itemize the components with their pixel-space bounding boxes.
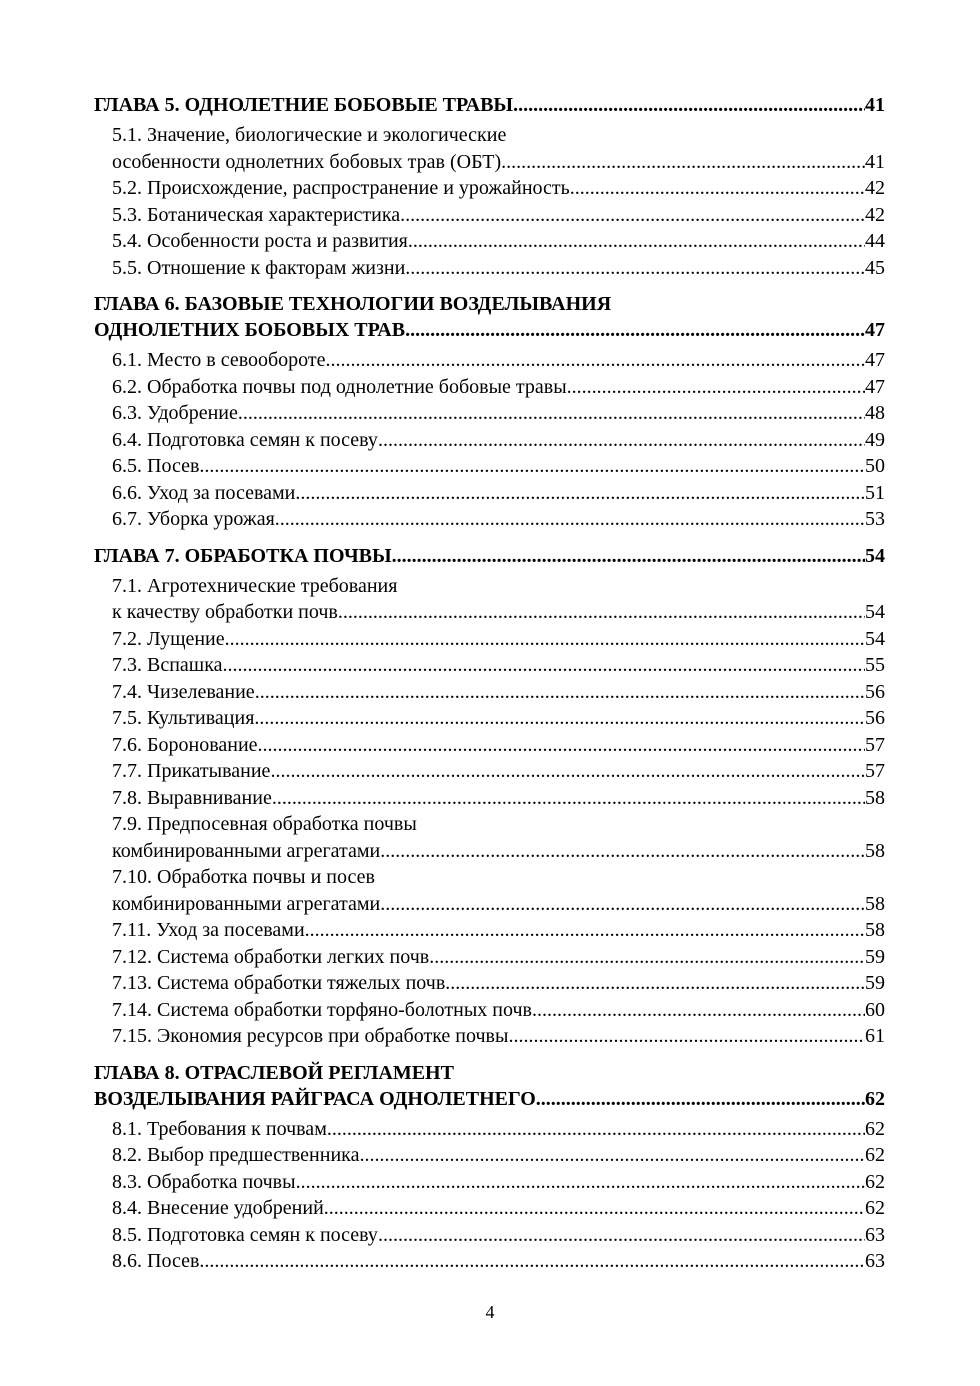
dot-leader [359,1142,865,1169]
entry-page-number: 48 [865,402,885,424]
chapter-title-text: ГЛАВА 7. ОБРАБОТКА ПОЧВЫ [94,544,392,567]
entry-page-number: 58 [865,919,885,941]
dot-leader [536,1086,865,1112]
dot-leader [501,149,865,176]
entry-page-number: 62 [865,1197,885,1219]
toc-chapter [94,291,885,533]
entry-leader-line [112,679,885,706]
entry-text: 6.4. Подготовка семян к посеву [112,428,378,451]
dot-leader [513,92,865,118]
entry-leader-line [112,149,885,176]
toc-entry[interactable] [112,506,885,533]
dot-leader [567,374,865,401]
entry-text: 7.14. Система обработки торфяно-болотных почв [112,998,532,1021]
dot-leader [255,679,865,706]
chapter-page-number: 54 [865,544,885,567]
toc-entry[interactable] [112,811,885,864]
entry-text: 6.1. Место в севообороте [112,349,326,371]
entry-page-number: 60 [865,998,885,1021]
dot-leader [532,997,865,1024]
entry-page-number: 44 [865,230,885,252]
dot-leader [258,732,865,759]
toc-entry[interactable] [112,1169,885,1196]
entry-text: 7.15. Экономия ресурсов при обработке почвы [112,1025,509,1047]
toc-entry[interactable] [112,1142,885,1169]
toc-entry[interactable] [112,122,885,175]
dot-leader [324,1195,865,1222]
toc-entry[interactable] [112,652,885,679]
entry-text: 8.6. Посев [112,1250,200,1272]
entry-leader-line [112,453,885,480]
toc-entry[interactable] [112,1023,885,1050]
entry-leader-line [112,705,885,732]
dot-leader [400,202,865,229]
entry-text: 6.3. Удобрение [112,402,238,424]
dot-leader [199,1248,865,1275]
entry-page-number: 58 [865,839,885,862]
section-list [94,122,885,281]
chapter-title[interactable] [94,1060,885,1112]
entry-text: 8.2. Выбор предшественника [112,1144,360,1166]
entry-text: особенности однолетних бобовых трав (ОБТ) [112,150,502,173]
entry-page-number: 47 [865,375,885,398]
entry-text: 7.8. Выравнивание [112,786,272,809]
entry-text: 6.5. Посев [112,455,200,477]
entry-leader-line [112,891,885,918]
entry-leader-line [112,202,885,229]
entry-page-number: 57 [865,733,885,756]
entry-page-number: 62 [865,1170,885,1193]
entry-page-number: 59 [865,972,885,994]
dot-leader [254,705,865,732]
dot-leader [225,626,865,653]
dot-leader [445,970,865,997]
dot-leader [327,1116,865,1143]
entry-text: 6.6. Уход за посевами [112,481,296,504]
entry-leader-line [112,347,885,374]
entry-page-number: 59 [865,945,885,968]
entry-leader-line [112,1169,885,1196]
toc-entry[interactable] [112,705,885,732]
toc-entry[interactable] [112,1195,885,1222]
entry-leader-line [112,506,885,533]
dot-leader [199,453,865,480]
chapter-page-number: 47 [865,319,885,341]
dot-leader [378,1222,865,1249]
dot-leader [380,891,865,918]
entry-text-first-line: 7.1. Агротехнические требования [112,574,398,597]
entry-page-number: 54 [865,601,885,623]
entry-text-first-line: 5.1. Значение, биологические и экологические [112,124,507,146]
entry-leader-line [112,1023,885,1050]
entry-text: 8.5. Подготовка семян к посеву [112,1223,378,1246]
chapter-title-leader-line [94,317,885,343]
dot-leader [378,427,865,454]
entry-page-number: 57 [865,760,885,782]
toc-entry[interactable] [112,255,885,282]
entry-page-number: 53 [865,508,885,530]
chapter-page-number: 41 [865,94,885,116]
entry-text: 6.2. Обработка почвы под однолетние бобовые травы [112,375,567,398]
entry-leader-line [112,1116,885,1143]
dot-leader [275,506,865,533]
entry-leader-line [112,1248,885,1275]
toc-entry[interactable] [112,997,885,1024]
entry-text: 7.3. Вспашка [112,654,223,676]
toc-entry[interactable] [112,758,885,785]
dot-leader [305,917,865,944]
toc-entry[interactable] [112,202,885,229]
entry-page-number: 56 [865,680,885,703]
chapter-title-text: ГЛАВА 5. ОДНОЛЕТНИЕ БОБОВЫЕ ТРАВЫ [94,94,514,116]
dot-leader [429,944,865,971]
entry-text: 7.7. Прикатывание [112,760,271,782]
entry-leader-line [112,175,885,202]
entry-text: 7.13. Система обработки тяжелых почв [112,972,446,994]
toc-entry[interactable] [112,1222,885,1249]
dot-leader [405,317,865,343]
section-list [94,573,885,1050]
toc-entry[interactable] [112,679,885,706]
entry-page-number: 54 [865,627,885,650]
toc-entry[interactable] [112,626,885,653]
entry-text: 5.5. Отношение к факторам жизни [112,256,406,279]
entry-page-number: 55 [865,654,885,676]
dot-leader [270,758,865,785]
dot-leader [405,255,865,282]
chapter-title-leader-line [94,543,885,569]
toc-entry[interactable] [112,917,885,944]
entry-text: 8.3. Обработка почвы [112,1170,296,1193]
entry-leader-line [112,917,885,944]
entry-text: 7.4. Чизелевание [112,680,255,703]
entry-text: 7.6. Боронование [112,733,258,756]
entry-text: 6.7. Уборка урожая [112,508,275,530]
entry-page-number: 62 [865,1117,885,1140]
entry-page-number: 47 [865,349,885,371]
dot-leader [223,652,866,679]
toc-entry[interactable] [112,970,885,997]
entry-text: к качеству обработки почв [112,601,338,623]
entry-leader-line [112,480,885,507]
entry-page-number: 42 [865,177,885,199]
dot-leader [272,785,865,812]
dot-leader [238,400,865,427]
chapter-page-number: 62 [865,1087,885,1110]
dot-leader [408,228,865,255]
entry-text-first-line: 7.10. Обработка почвы и посев [112,866,375,888]
toc-entry[interactable] [112,785,885,812]
chapter-title-leader-line [94,1086,885,1112]
entry-text: 7.2. Лущение [112,627,225,650]
toc-entry[interactable] [112,1248,885,1275]
dot-leader [326,347,865,374]
chapter-title-text: ОДНОЛЕТНИХ БОБОВЫХ ТРАВ [94,319,406,341]
table-of-contents [94,92,885,1275]
toc-entry[interactable] [112,944,885,971]
dot-leader [295,480,865,507]
toc-entry[interactable] [112,427,885,454]
page-number: 4 [485,1302,495,1322]
entry-page-number: 58 [865,892,885,915]
chapter-title[interactable] [94,291,885,343]
entry-page-number: 56 [865,707,885,729]
dot-leader [508,1023,865,1050]
entry-leader-line [112,1222,885,1249]
entry-leader-line [112,400,885,427]
entry-page-number: 42 [865,203,885,226]
entry-text-first-line: 7.9. Предпосевная обработка почвы [112,813,417,835]
entry-page-number: 45 [865,256,885,279]
entry-page-number: 63 [865,1223,885,1246]
toc-entry[interactable] [112,175,885,202]
entry-text: 7.5. Культивация [112,707,255,729]
chapter-title[interactable] [94,543,885,569]
chapter-title[interactable] [94,92,885,118]
entry-leader-line [112,838,885,865]
dot-leader [570,175,865,202]
toc-entry[interactable] [112,1116,885,1143]
entry-page-number: 49 [865,428,885,451]
section-list [94,1116,885,1275]
entry-page-number: 41 [865,150,885,173]
entry-leader-line [112,652,885,679]
entry-leader-line [112,732,885,759]
entry-text: 8.1. Требования к почвам [112,1117,327,1140]
entry-leader-line [112,427,885,454]
entry-page-number: 58 [865,786,885,809]
toc-entry[interactable] [112,374,885,401]
section-list [94,347,885,533]
entry-text: 7.11. Уход за посевами [112,919,305,941]
chapter-title-text: ВОЗДЕЛЫВАНИЯ РАЙГРАСА ОДНОЛЕТНЕГО [94,1087,536,1110]
entry-page-number: 51 [865,481,885,504]
entry-text: 5.2. Происхождение, распространение и урожайность [112,177,570,199]
entry-page-number: 63 [865,1250,885,1272]
toc-entry[interactable] [112,864,885,917]
chapter-title-line: ГЛАВА 8. ОТРАСЛЕВОЙ РЕГЛАМЕНТ [94,1061,454,1084]
toc-chapter [94,1060,885,1275]
dot-leader [338,599,865,626]
toc-chapter [94,543,885,1050]
dot-leader [380,838,865,865]
entry-leader-line [112,758,885,785]
toc-entry[interactable] [112,400,885,427]
entry-text: комбинированными агрегатами [112,892,381,915]
entry-text: 5.4. Особенности роста и развития [112,230,408,252]
entry-leader-line [112,1195,885,1222]
toc-entry[interactable] [112,453,885,480]
chapter-title-leader-line [94,92,885,118]
dot-leader [296,1169,865,1196]
entry-leader-line [112,944,885,971]
entry-leader-line [112,997,885,1024]
toc-entry[interactable] [112,228,885,255]
entry-leader-line [112,255,885,282]
entry-text: 7.12. Система обработки легких почв [112,945,430,968]
entry-text: 8.4. Внесение удобрений [112,1197,324,1219]
toc-chapter [94,92,885,281]
toc-entry[interactable] [112,732,885,759]
chapter-title-line: ГЛАВА 6. БАЗОВЫЕ ТЕХНОЛОГИИ ВОЗДЕЛЫВАНИЯ [94,293,612,315]
entry-page-number: 50 [865,455,885,477]
entry-leader-line [112,599,885,626]
entry-leader-line [112,228,885,255]
entry-page-number: 61 [865,1025,885,1047]
entry-text: комбинированными агрегатами [112,839,381,862]
toc-entry[interactable] [112,573,885,626]
entry-page-number: 62 [865,1144,885,1166]
entry-text: 5.3. Ботаническая характеристика [112,203,401,226]
entry-leader-line [112,626,885,653]
entry-leader-line [112,785,885,812]
entry-leader-line [112,970,885,997]
dot-leader [392,543,865,569]
entry-leader-line [112,1142,885,1169]
entry-leader-line [112,374,885,401]
toc-entry[interactable] [112,347,885,374]
toc-entry[interactable] [112,480,885,507]
